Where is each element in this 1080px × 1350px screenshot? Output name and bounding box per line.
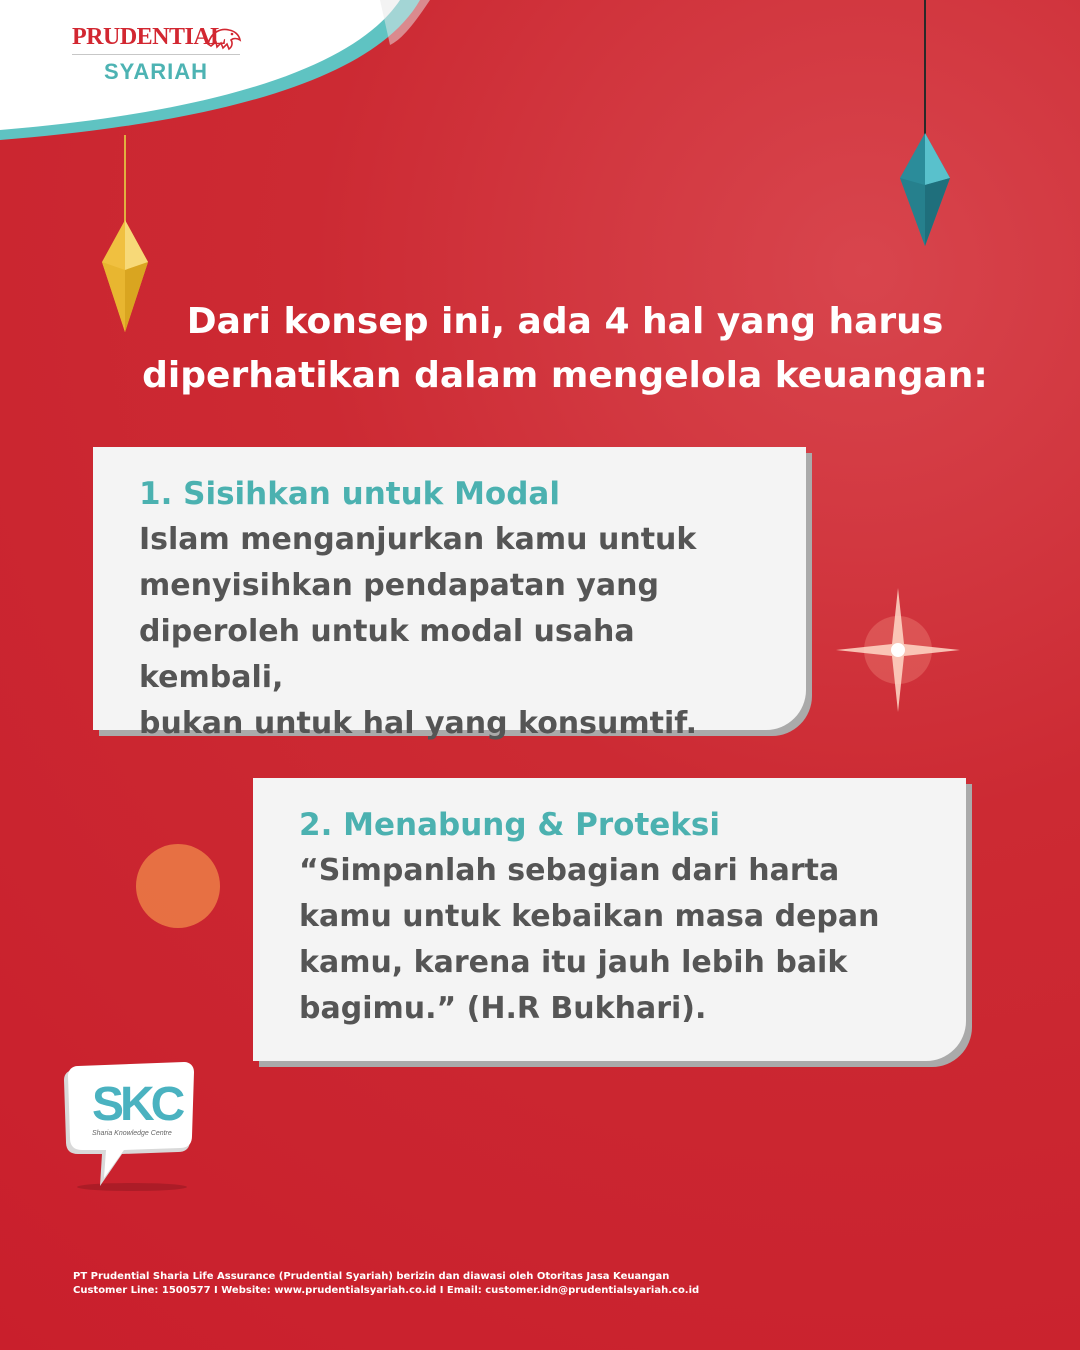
card-line: “Simpanlah sebagian dari harta [299, 853, 840, 888]
skc-logo: SKC [92, 1078, 182, 1131]
headline-line-2: diperhatikan dalam mengelola keuangan: [142, 355, 988, 396]
brand-name: PRUDENTIAL [72, 24, 226, 50]
card-line: bagimu.” (H.R Bukhari). [299, 991, 707, 1026]
lion-icon [205, 24, 243, 52]
tip-card-1 [93, 447, 806, 741]
card-line: Islam menganjurkan kamu untuk [139, 522, 697, 557]
brand-sub: SYARIAH [104, 59, 208, 84]
sparkle-icon [836, 588, 960, 712]
orange-glow-dot [136, 844, 220, 928]
card-line: bukan untuk hal yang konsumtif. [139, 706, 698, 741]
card-line: diperoleh untuk modal usaha kembali, [139, 614, 635, 695]
card-line: kamu, karena itu jauh lebih baik [299, 945, 848, 980]
card-line: kamu untuk kebaikan masa depan [299, 899, 880, 934]
card-line: menyisihkan pendapatan yang [139, 568, 659, 603]
footer-line-2: Customer Line: 1500577 I Website: www.prudentialsyariah.co.id I Email: customer.idn@prudentialsyariah.co.id [73, 1285, 700, 1296]
footer-line-1: PT Prudential Sharia Life Assurance (Prudential Syariah) berizin dan diawasi oleh Otoritas Jasa Keuangan [73, 1271, 670, 1282]
card-title: 2. Menabung & Proteksi [299, 807, 720, 843]
footer [73, 1270, 699, 1298]
headline [100, 295, 1030, 403]
tip-card-2 [253, 778, 966, 1061]
skc-caption: Sharia Knowledge Centre [92, 1130, 172, 1137]
card-title: 1. Sisihkan untuk Modal [139, 476, 560, 512]
brand-divider [72, 54, 240, 55]
teal-lantern-icon [900, 0, 950, 246]
headline-line-1: Dari konsep ini, ada 4 hal yang harus [186, 301, 944, 342]
